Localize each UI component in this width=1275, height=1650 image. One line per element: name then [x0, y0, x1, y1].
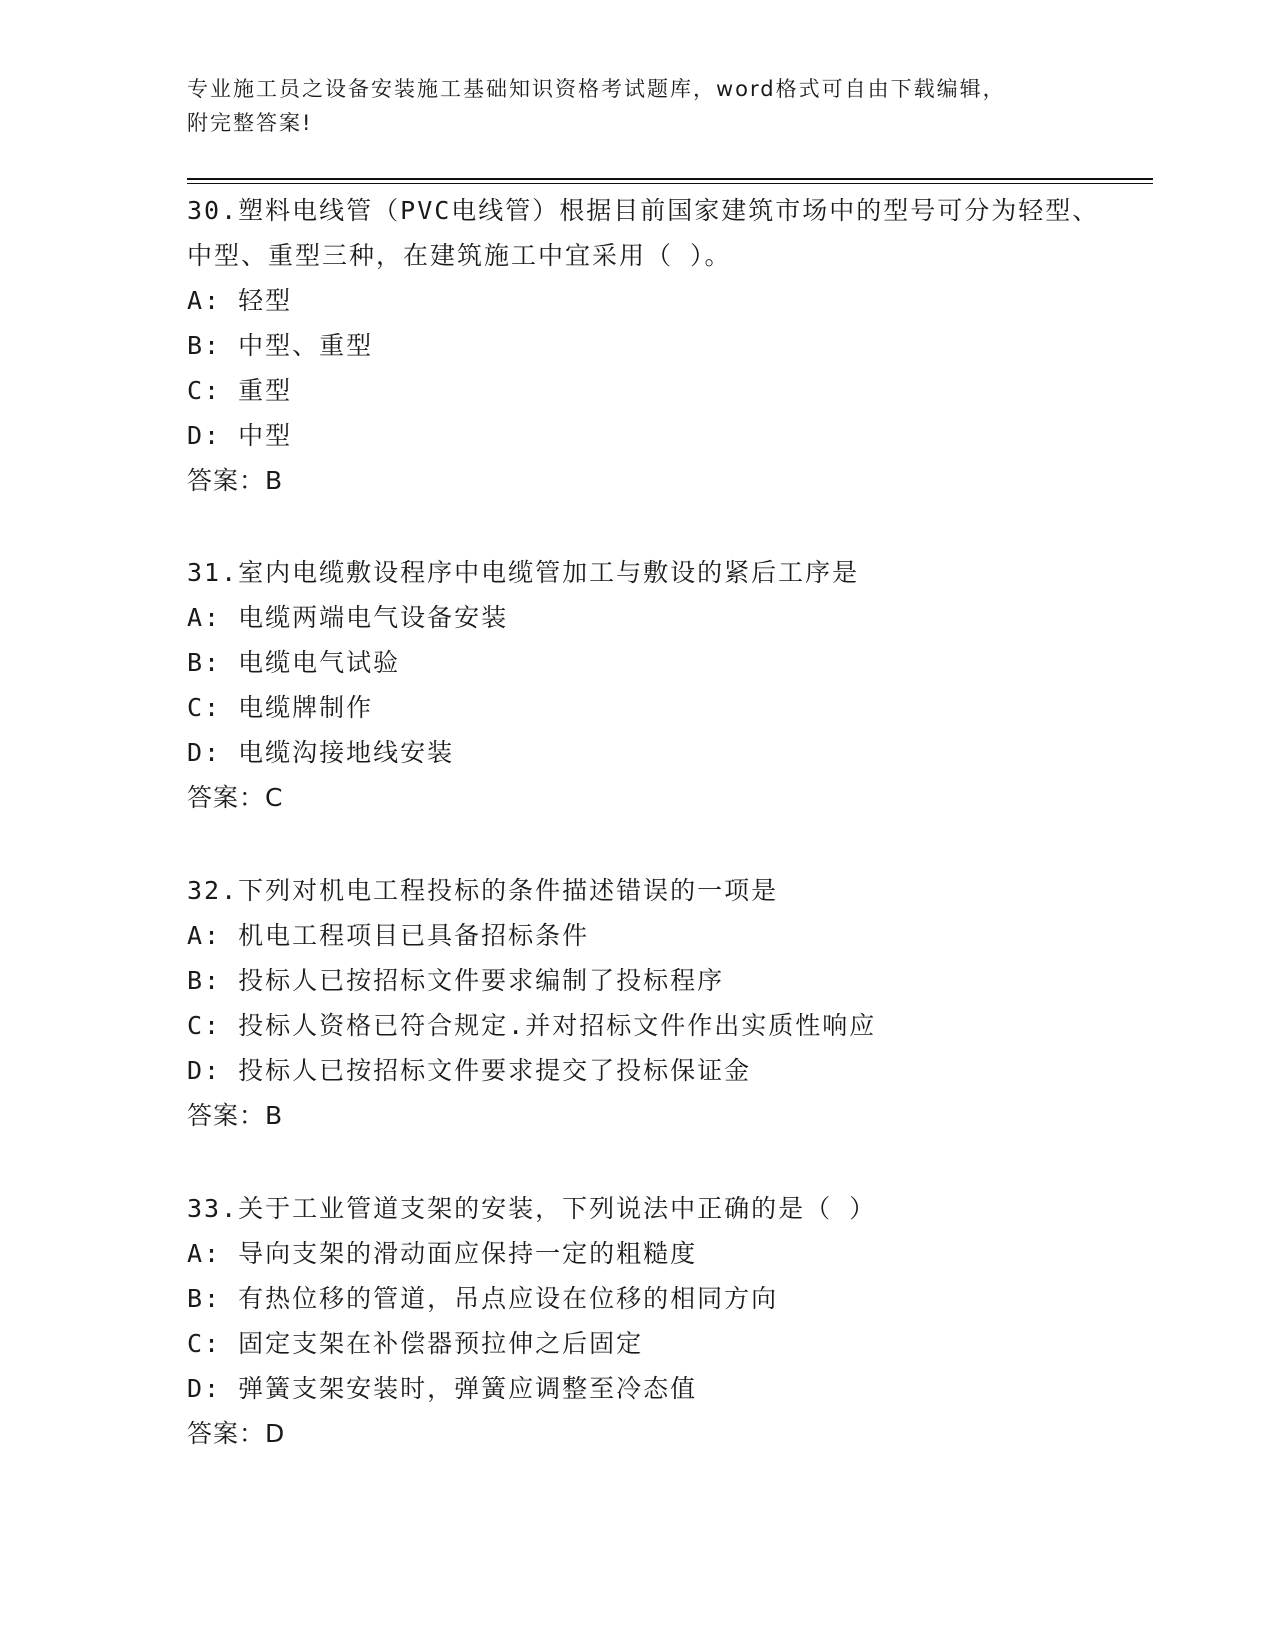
header-divider-thick — [187, 178, 1153, 180]
option-c: C: 投标人资格已符合规定.并对招标文件作出实质性响应 — [187, 1011, 877, 1040]
answer: 答案：B — [187, 1101, 284, 1130]
question-30 — [187, 188, 1107, 503]
option-a: A: 机电工程项目已具备招标条件 — [187, 921, 590, 950]
option-b: B: 有热位移的管道，吊点应设在位移的相同方向 — [187, 1284, 779, 1313]
answer: 答案：C — [187, 783, 284, 812]
document-header — [187, 72, 1087, 140]
option-d: D: 电缆沟接地线安装 — [187, 738, 455, 767]
option-b: B: 中型、重型 — [187, 331, 374, 360]
option-c: C: 固定支架在补偿器预拉伸之后固定 — [187, 1329, 644, 1358]
question-31 — [187, 550, 1107, 820]
question-32 — [187, 868, 1107, 1138]
option-c: C: 电缆牌制作 — [187, 693, 374, 722]
option-d: D: 中型 — [187, 421, 293, 450]
option-a: A: 导向支架的滑动面应保持一定的粗糙度 — [187, 1239, 698, 1268]
option-b: B: 投标人已按招标文件要求编制了投标程序 — [187, 966, 725, 995]
question-stem: 32.下列对机电工程投标的条件描述错误的一项是 — [187, 876, 779, 905]
header-line-1: 专业施工员之设备安装施工基础知识资格考试题库，word格式可自由下载编辑， — [187, 77, 1006, 101]
option-b: B: 电缆电气试验 — [187, 648, 401, 677]
option-d: D: 投标人已按招标文件要求提交了投标保证金 — [187, 1056, 752, 1085]
question-stem: 30.塑料电线管（PVC电线管）根据目前国家建筑市场中的型号可分为轻型、中型、重型三种，在建筑施工中宜采用（ ）。 — [187, 196, 1100, 270]
answer: 答案：D — [187, 1419, 286, 1448]
option-a: A: 电缆两端电气设备安装 — [187, 603, 509, 632]
option-c: C: 重型 — [187, 376, 293, 405]
question-stem: 31.室内电缆敷设程序中电缆管加工与敷设的紧后工序是 — [187, 558, 860, 587]
header-divider-thin — [187, 183, 1153, 184]
option-a: A: 轻型 — [187, 286, 293, 315]
question-stem: 33.关于工业管道支架的安装，下列说法中正确的是（ ） — [187, 1194, 877, 1223]
question-33 — [187, 1186, 1107, 1456]
header-line-2: 附完整答案! — [187, 111, 313, 135]
answer: 答案：B — [187, 466, 284, 495]
option-d: D: 弹簧支架安装时，弹簧应调整至冷态值 — [187, 1374, 698, 1403]
